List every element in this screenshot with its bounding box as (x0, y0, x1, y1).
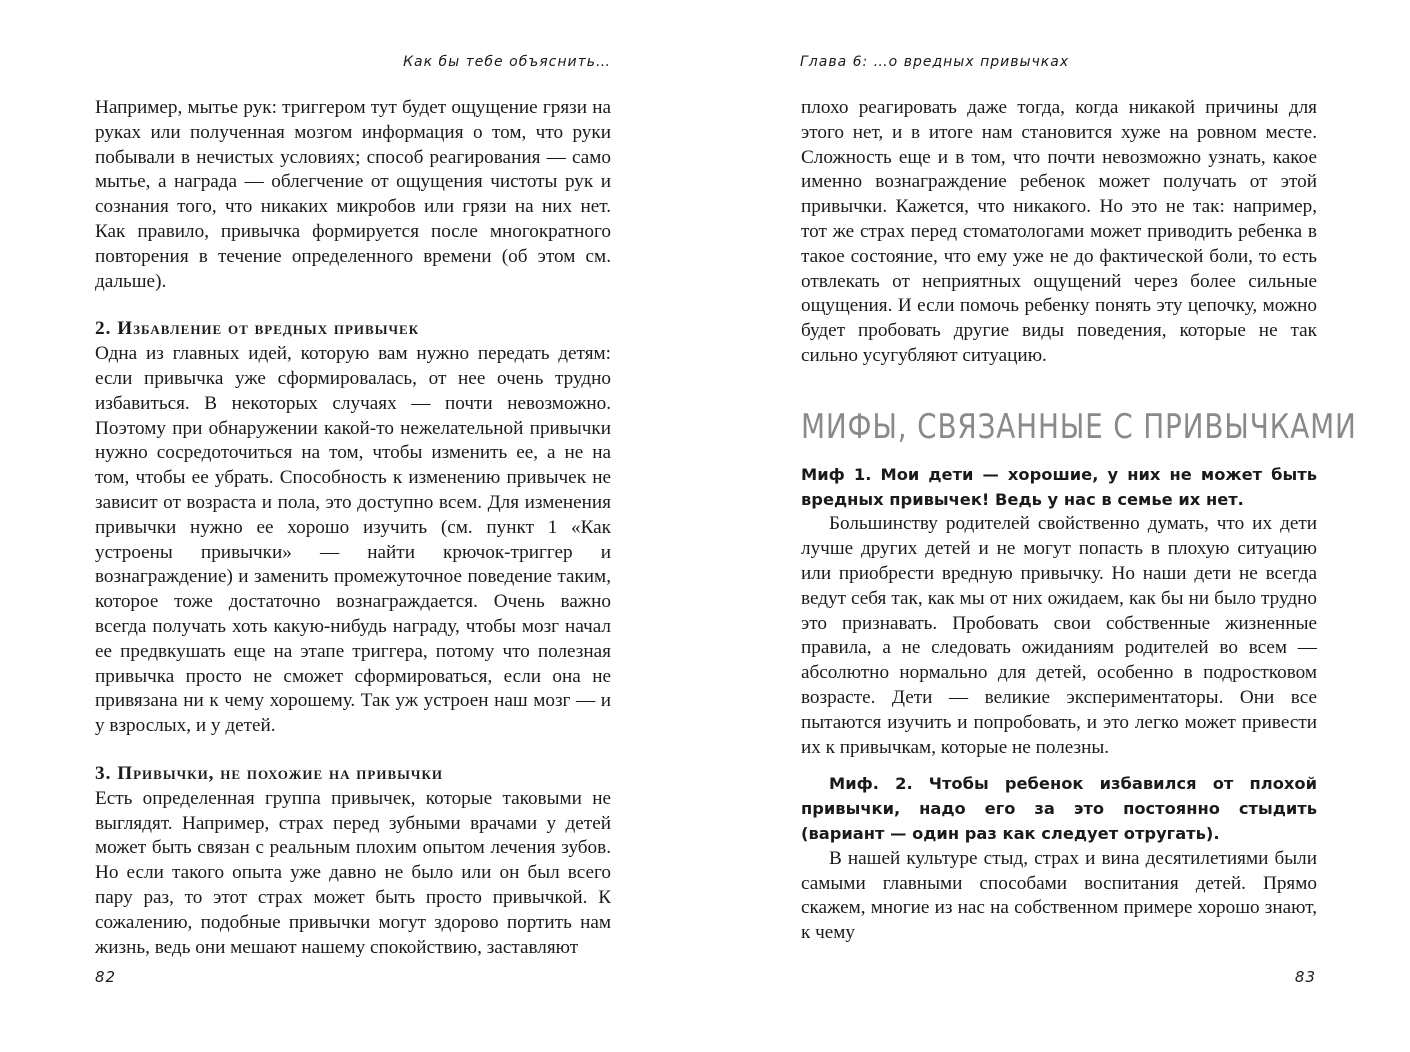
page-number-left: 82 (95, 968, 117, 986)
left-text-block (95, 96, 611, 960)
running-head-left: Как бы тебе объяснить… (403, 54, 611, 70)
running-head-right: Глава 6: …о вредных привычках (800, 54, 1070, 70)
section-2-text: Одна из главных идей, которую вам нужно передать детям: если привычка уже сформировалась, от нее очень трудно избавиться. В некоторых случаях — почти невозможно. Поэтому при обнаружении какой-то нежелательной привычки нужно сосредоточиться на том, чтобы изменить ее, а не на том, чтобы ее убрать. Способность к изменению привычек не зависит от возраста и пола, это доступно всем. Для изменения привычки нужно ее хорошо изучить (см. пункт 1 «Как устроены привычки» — найти крючок-триггер и вознаграждение) и заменить промежуточное поведение таким, которое тоже достаточно вознаграждается. Очень важно всегда получать хоть какую-нибудь награду, чтобы мозг начал ее предвкушать еще на этапе триггера, потому что полезная привычка просто не сможет сформироваться, если она не привязана ни к чему хорошему. Так уж устроен наш мозг — и у взрослых, и у детей. (95, 343, 611, 737)
myth-2-heading: Миф. 2. Чтобы ребенок избавился от плохой привычки, надо его за это постоянно стыдить (вариант — один раз как следует отругать). (801, 774, 1317, 843)
intro-paragraph: Например, мытье рук: триггером тут будет ощущение грязи на руках или полученная мозгом информация о том, что руки побывали в нечистых условиях; способ реагирования — само мытье, а награда — облегчение от ощущения чистоты рук и сознания того, что никаких микробов или грязи на них нет. Как правило, привычка формируется после многократного повторения в течение определенного времени (об этом см. дальше). (95, 97, 611, 292)
myth-2-text: В нашей культуре стыд, страх и вина десятилетиями были самыми главными способами воспитания детей. Прямо скажем, многие из нас на собственном примере хорошо знают, к чему (801, 847, 1317, 944)
myth-1-text: Большинству родителей свойственно думать, что их дети лучше других детей и не могут попасть в плохую ситуацию или приобрести вредную привычку. Но наши дети не всегда ведут себя так, как мы от них ожидаем, как бы ни было трудно это признавать. Пробовать свои собственные жизненные правила, а не следовать ожиданиям родителей во всем — абсолютно нормально для детей, особенно в подростковом возрасте. Дети — великие экспериментаторы. Они все пытаются изучить и попробовать, и это легко может привести их к привычкам, которые не полезны. (801, 513, 1317, 758)
right-text-block (801, 96, 1357, 946)
myth-1-heading: Миф 1. Мои дети — хорошие, у них не может быть вредных привычек! Ведь у нас в семье их нет. (801, 464, 1317, 509)
section-3-text: Есть определенная группа привычек, которые таковыми не выглядят. Например, страх перед зубными врачами у детей может быть связан с реальным плохим опытом лечения зубов. Но если такого опыта уже давно не было или он был всего пару раз, то этот страх может быть просто привычкой. К сожалению, подобные привычки могут здорово портить нам жизнь, ведь они мешают нашему спокойствию, заставляют (95, 787, 611, 958)
section-2-heading: 2. Избавление от вредных привычек (95, 318, 420, 340)
continuation-paragraph: плохо реагировать даже тогда, когда никакой причины для этого нет, и в итоге нам становится хуже на ровном месте. Сложность еще и в том, что почти невозможно узнать, какое именно вознаграждение ребенок может получать от этой привычки. Кажется, что никакого. Но это не так: например, тот же страх перед стоматологами может приводить ребенка в такое состояние, что ему уже не до фактической боли, то есть отвлекать от неприятных ощущений через более сильные ощущения. И если помочь ребенку понять эту цепочку, можно будет пробовать другие виды поведения, которые не так сильно усугубляют ситуацию. (801, 97, 1317, 366)
right-page (705, 0, 1410, 1052)
section-3-heading: 3. Привычки, не похожие на привычки (95, 762, 443, 784)
page-number-right: 83 (1294, 968, 1316, 986)
chapter-title: МИФЫ, СВЯЗАННЫЕ С ПРИВЫЧКАМИ (801, 406, 1357, 447)
